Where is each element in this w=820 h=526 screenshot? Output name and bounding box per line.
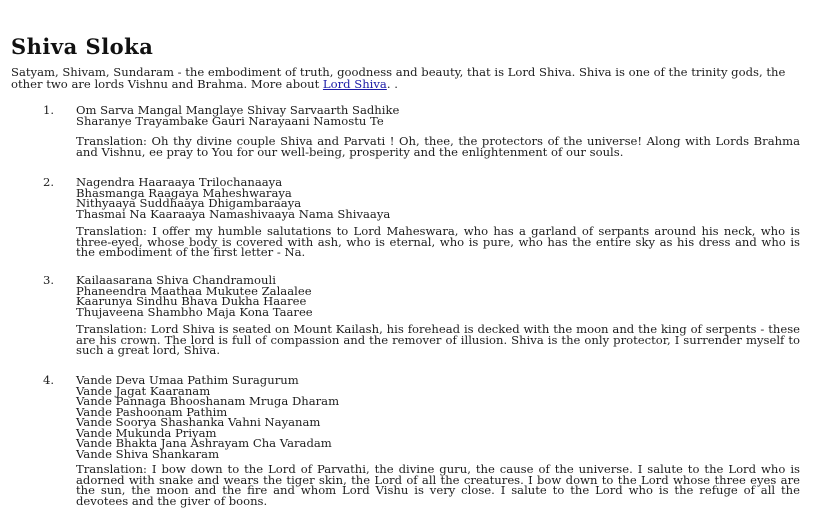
lord-shiva-link[interactable]: Lord Shiva (322, 76, 387, 91)
verse-line: Vande Soorya Shashanka Vahni Nayanam (76, 415, 321, 429)
intro-paragraph (11, 67, 801, 91)
verse-line: Om Sarva Mangal Manglaye Shivay Sarvaarth Sadhike (76, 103, 400, 117)
intro-text-end: . . (386, 76, 398, 91)
verse-line: Kailaasarana Shiva Chandramouli (76, 273, 276, 287)
sloka-verse (76, 375, 339, 459)
verse-line: Vande Jagat Kaaranam (76, 383, 211, 398)
verse-line: Phaneendra Maathaa Mukutee Zalaalee (76, 283, 312, 298)
sloka-number: 4. (43, 373, 55, 387)
verse-line: Vande Mukunda Priyam (76, 425, 217, 440)
sloka-verse (76, 177, 390, 219)
verse-line: Sharanye Trayambake Gauri Narayaani Namostu Te (76, 113, 384, 128)
sloka-translation: Translation: I offer my humble salutations to Lord Maheswara, who has a garland of serpants around his neck, who is three-eyed, whose body is covered with ash, who is eternal, who is pure, who has the entire sky as his dress and who is the embodiment of the first letter - Na. (76, 224, 800, 260)
verse-line: Thasmai Na Kaaraaya Namashivaaya Nama Shivaaya (76, 206, 391, 221)
verse-line: Vande Bhakta Jana Ashrayam Cha Varadam (76, 436, 332, 450)
verse-line: Vande Deva Umaa Pathim Suragurum (76, 373, 299, 387)
verse-line: Vande Pashoonam Pathim (76, 404, 228, 419)
sloka-number: 2. (43, 175, 55, 189)
sloka-verse (76, 275, 313, 317)
verse-line: Bhasmanga Raagaya Maheshwaraya (76, 185, 292, 200)
verse-line: Thujaveena Shambho Maja Kona Taaree (76, 304, 313, 319)
verse-line: Vande Shiva Shankaram (76, 446, 220, 461)
sloka-translation: Translation: Oh thy divine couple Shiva and Parvati ! Oh, thee, the protectors of the universe! Along with Lords Brahma and Vishnu, ee pray to You for our well-being, prosperity and the enlightenment of our souls. (76, 134, 800, 159)
sloka-translation: Translation: Lord Shiva is seated on Mount Kailash, his forehead is decked with the moon and the king of serpents - these are his crown. The lord is full of compassion and the remover of illusion. Shiva is the only protector, I surrender myself to such a great lord, Shiva. (76, 322, 800, 358)
intro-text: Satyam, Shivam, Sundaram - the embodiment of truth, goodness and beauty, that is Lord Shiva. Shiva is one of the trinity gods, the other two are lords Vishnu and Brahma. More about (11, 65, 786, 91)
sloka-verse (76, 105, 399, 126)
sloka-number: 1. (43, 103, 55, 117)
page-title: Shiva Sloka (11, 34, 154, 59)
sloka-number: 3. (43, 273, 55, 287)
verse-line: Nagendra Haaraaya Trilochanaaya (76, 175, 283, 189)
verse-line: Nithyaaya Suddhaaya Dhigambaraaya (76, 196, 302, 210)
sloka-translation: Translation: I bow down to the Lord of Parvathi, the divine guru, the cause of the universe. I salute to the Lord who is adorned with snake and wears the tiger skin, the Lord of all the creatures. I bow down to the Lord whose three eyes are the sun, the moon and the fire and whom Lord Vishu is very close. I salute to the Lord who is the refuge of all the devotees and the giver of boons. (76, 462, 800, 508)
verse-line: Kaarunya Sindhu Bhava Dukha Haaree (76, 294, 307, 308)
verse-line: Vande Pannaga Bhooshanam Mruga Dharam (76, 394, 340, 408)
